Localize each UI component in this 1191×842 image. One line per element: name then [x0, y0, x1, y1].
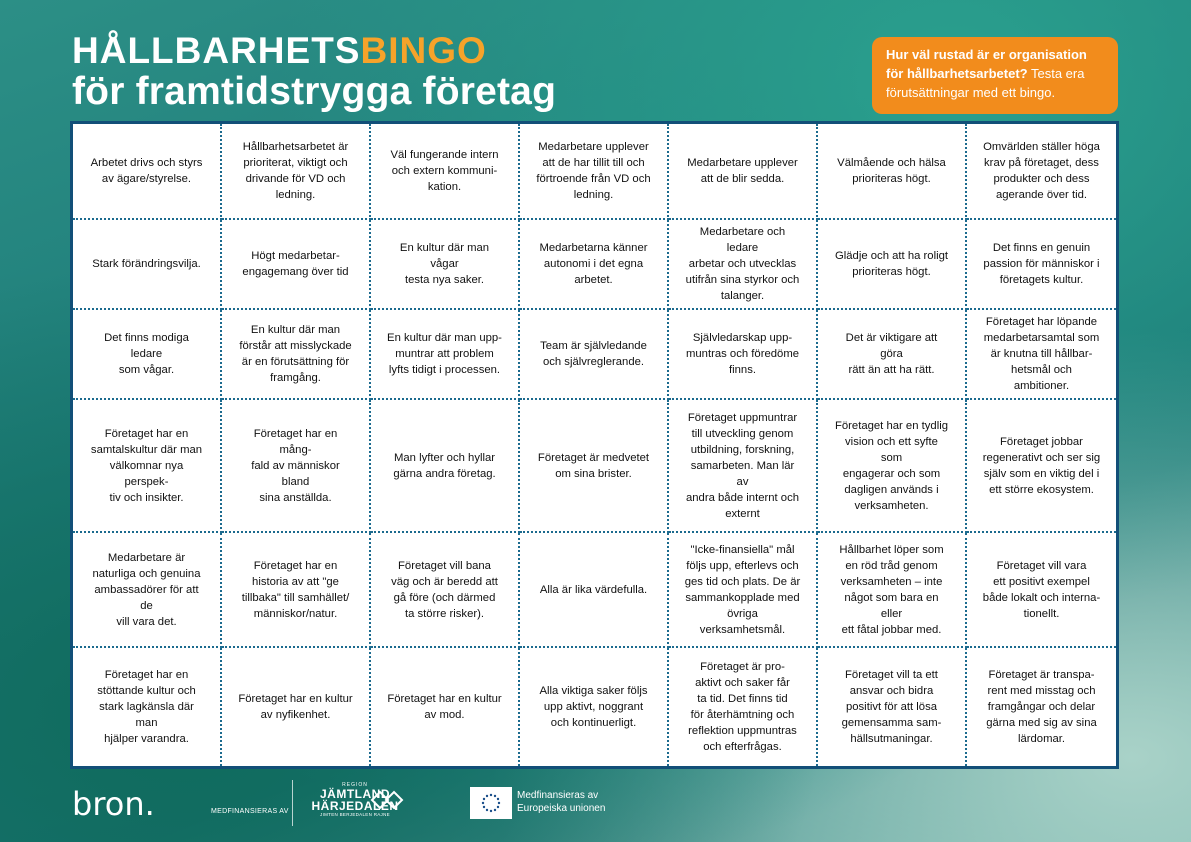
bingo-cell: [669, 648, 818, 766]
bingo-cell-text: Stark förändringsvilja.: [92, 258, 201, 270]
bingo-cell-text: Företaget har en stöttande kultur och stark lagkänsla där man hjälper varandra.: [97, 669, 196, 745]
bingo-cell: [967, 533, 1116, 648]
bingo-cell: [371, 648, 520, 766]
bingo-cell-text: Självledarskap upp- muntras och föredöme finns.: [685, 332, 800, 376]
medfinansieras-label: MEDFINANSIERAS AV: [211, 808, 289, 815]
eu-flag-icon: [470, 787, 512, 819]
bingo-cell-text: Alla viktiga saker följs upp aktivt, noggrant och kontinuerligt.: [539, 685, 648, 729]
bingo-cell-text: Det finns modiga ledare som vågar.: [104, 332, 189, 376]
bron-logo: bron.: [72, 785, 155, 823]
bingo-cell-text: Företaget är pro- aktivt och saker får ta tid. Det finns tid för återhämtning och reflektion uppmuntras och efterfrågas.: [688, 661, 797, 753]
bingo-cell-text: "Icke-finansiella" mål följs upp, efterlevs och ges tid och plats. De är sammankopplade med övriga verksamhetsmål.: [684, 543, 801, 636]
bingo-cell: [371, 124, 520, 220]
bingo-cell: [818, 400, 967, 533]
eu-cofunding-text: [517, 789, 605, 815]
bingo-cell: [73, 310, 222, 400]
bingo-cell-text: Glädje och att ha roligt prioriteras högt.: [834, 250, 949, 278]
bingo-cell-text: Medarbetare är naturliga och genuina ambassadörer för att de vill vara det.: [92, 551, 201, 628]
callout-text: Testa era förutsättningar med ett bingo.: [886, 66, 1085, 100]
bingo-cell-text: Företaget har en kultur av nyfikenhet.: [238, 693, 353, 721]
bingo-cell: [520, 533, 669, 648]
bingo-cell-text: Man lyfter och hyllar gärna andra företag.: [393, 451, 496, 480]
bingo-cell-text: Företaget är medvetet om sina brister.: [537, 451, 650, 480]
region-name-2: HÄRJEDALEN: [311, 799, 399, 813]
bingo-cell: [967, 648, 1116, 766]
bingo-cell-text: En kultur där man vågar testa nya saker.: [399, 242, 490, 286]
bingo-cell-text: Företaget har en historia av att "ge tillbaka" till samhället/ människor/natur.: [241, 559, 350, 620]
region-name-1: JÄMTLAND: [320, 787, 390, 801]
bingo-cell-text: Företaget har en samtalskultur där man välkomnar nya perspek- tiv och insikter.: [90, 427, 203, 504]
bingo-cell: [371, 220, 520, 310]
bingo-cell: [818, 124, 967, 220]
bingo-cell: [222, 400, 371, 533]
bingo-cell-text: Alla är lika värdefulla.: [539, 583, 648, 596]
bingo-cell-text: Företaget har löpande medarbetarsamtal som är knutna till hållbar- hetsmål och ambitioner.: [983, 316, 1100, 392]
bingo-cell: [520, 648, 669, 766]
bingo-cell: [669, 124, 818, 220]
eu-flag-graphic: [473, 790, 509, 816]
footer-divider: [292, 780, 293, 826]
title-line-1: [72, 32, 556, 69]
intro-callout: [872, 37, 1118, 114]
bingo-cell: [222, 533, 371, 648]
bingo-board: [70, 121, 1119, 769]
bingo-cell: [73, 220, 222, 310]
bingo-cell: [669, 400, 818, 533]
bingo-cell-text: Hållbarhet löper som en röd tråd genom verksamheten – inte något som bara en eller ett fåtal jobbar med.: [839, 543, 944, 636]
bingo-cell-text: Medarbetarna känner autonomi i det egna arbetet.: [539, 242, 648, 286]
bingo-cell-text: Företaget har en tydlig vision och ett syfte som engagerar och som dagligen används i verksamheten.: [834, 419, 949, 512]
bingo-cell-text: Välmående och hälsa prioriteras högt.: [837, 157, 946, 185]
bingo-cell: [73, 533, 222, 648]
bingo-cell-text: Företaget jobbar regenerativt och ser sig själv som en viktig del i ett större ekosystem.: [982, 435, 1101, 496]
page-title: [72, 32, 556, 111]
bingo-cell: [818, 220, 967, 310]
bingo-cell: [371, 533, 520, 648]
bingo-cell: [669, 533, 818, 648]
subtitle: för framtidstrygga företag: [72, 70, 557, 113]
bingo-cell-text: Team är självledande och självreglerande.: [540, 340, 647, 368]
bingo-cell: [371, 400, 520, 533]
title-accent-word: BINGO: [360, 30, 487, 71]
bingo-cell: [73, 124, 222, 220]
bingo-cell-text: Företaget vill bana väg och är beredd att gå före (och därmed ta större risker).: [391, 559, 498, 620]
region-tagline: JIMTEN BERJEDALEN RAJNE: [320, 812, 390, 817]
bingo-cell-text: En kultur där man förstår att misslyckade är en förutsättning för framgång.: [239, 324, 352, 384]
bingo-cell: [967, 124, 1116, 220]
bingo-cell: [520, 400, 669, 533]
bingo-cell: [222, 220, 371, 310]
bingo-cell-text: Företaget är transpa- rent med misstag och framgångar och delar gärna med sig av sina lärdomar.: [986, 669, 1097, 745]
bingo-cell-text: Medarbetare och ledare arbetar och utvecklas utifrån sina styrkor och talanger.: [685, 226, 800, 302]
bingo-cell-text: Företaget uppmuntrar till utveckling genom utbildning, forskning, samarbeten. Man lär av andra både internt och externt: [685, 411, 800, 520]
bingo-cell-text: Företaget har en kultur av mod.: [387, 693, 502, 721]
region-label: REGION: [342, 782, 368, 788]
title-main-word: HÅLLBARHETS: [72, 30, 361, 71]
bingo-cell-text: Det är viktigare att göra rätt än att ha rätt.: [845, 332, 938, 376]
bingo-cell: [818, 648, 967, 766]
bingo-cell: [73, 648, 222, 766]
bingo-cell-text: Medarbetare upplever att de har tillit till och förtroende från VD och ledning.: [536, 141, 651, 201]
bingo-cell: [73, 400, 222, 533]
bingo-cell: [520, 310, 669, 400]
eu-text-line-1: Medfinansieras av: [517, 790, 599, 801]
bingo-cell-text: En kultur där man upp- muntrar att problem lyfts tidigt i processen.: [387, 332, 502, 376]
region-diamond-icon: [368, 786, 406, 814]
bingo-cell-text: Det finns en genuin passion för människor i företagets kultur.: [983, 242, 1100, 286]
bingo-cell-text: Väl fungerande intern och extern kommuni- kation.: [390, 149, 499, 193]
eu-text-line-2: Europeiska unionen: [517, 803, 606, 814]
bingo-cell-text: Medarbetare upplever att de blir sedda.: [687, 157, 798, 185]
bingo-cell-text: Företaget har en mång- fald av människor bland sina anställda.: [251, 427, 340, 504]
bingo-cell: [669, 220, 818, 310]
bingo-cell: [520, 124, 669, 220]
bingo-cell-text: Omvärlden ställer höga krav på företaget, dess produkter och dess agerande över tid.: [983, 141, 1100, 201]
bingo-cell: [222, 648, 371, 766]
bingo-cell: [818, 533, 967, 648]
bingo-cell-text: Arbetet drivs och styrs av ägare/styrelse.: [90, 157, 203, 185]
bingo-cell: [371, 310, 520, 400]
bingo-cell-text: Högt medarbetar- engagemang över tid: [242, 250, 349, 278]
bingo-cell: [669, 310, 818, 400]
bingo-cell: [222, 310, 371, 400]
bingo-cell-text: Företaget vill ta ett ansvar och bidra positivt för att lösa gemensamma sam- hällsutmaningar.: [841, 669, 942, 745]
bingo-cell: [818, 310, 967, 400]
bingo-cell-text: Hållbarhetsarbetet är prioriterat, viktigt och drivande för VD och ledning.: [242, 141, 349, 201]
bingo-cell: [520, 220, 669, 310]
bingo-cell-text: Företaget vill vara ett positivt exempel både lokalt och interna- tionellt.: [982, 559, 1101, 620]
bingo-cell: [222, 124, 371, 220]
callout-bold-text: Hur väl rustad är er organisation för hållbarhetsarbetet?: [886, 47, 1087, 81]
bingo-cell: [967, 400, 1116, 533]
bingo-cell: [967, 310, 1116, 400]
bingo-cell: [967, 220, 1116, 310]
